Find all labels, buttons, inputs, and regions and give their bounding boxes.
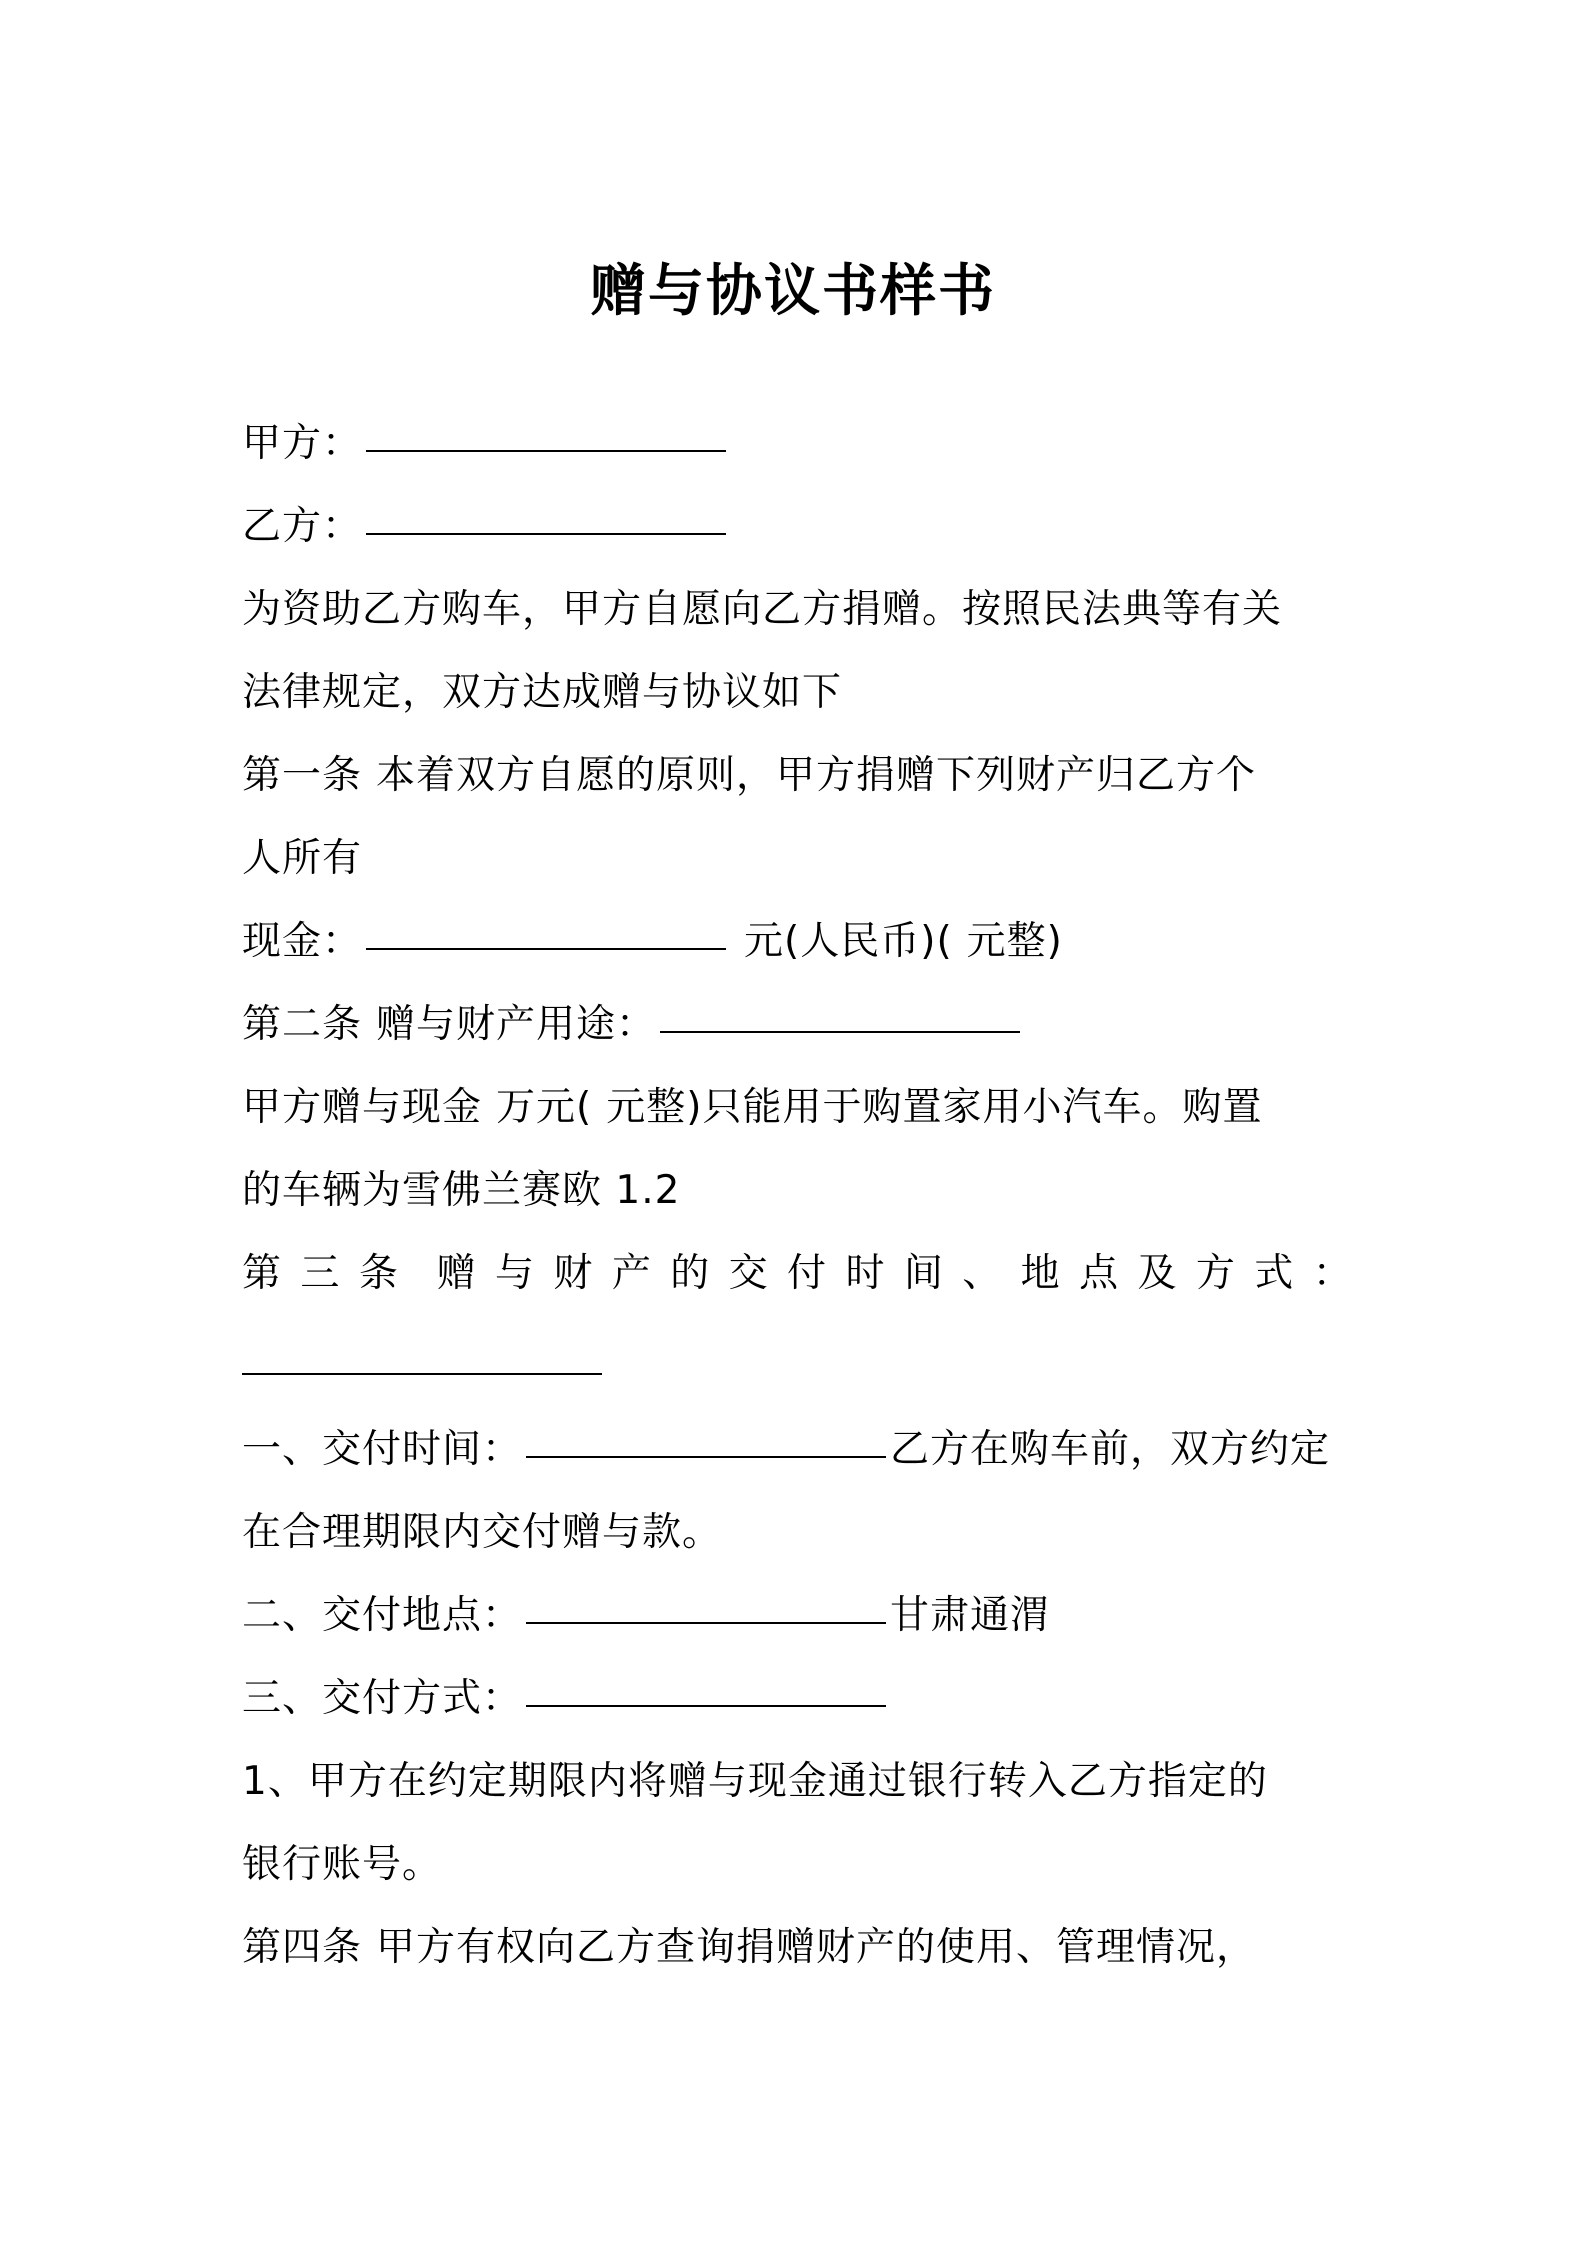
article-3-char: 方 xyxy=(1195,1251,1235,1296)
article-3-char: 付 xyxy=(787,1251,827,1296)
party-b-label: 乙方： xyxy=(242,504,363,549)
article-2-heading: 第二条 xyxy=(242,1002,363,1047)
cash-amount-blank[interactable] xyxy=(366,908,726,950)
article-3-char: 三 xyxy=(300,1251,340,1296)
article-3-char: 及 xyxy=(1137,1251,1177,1296)
article-3-char: 的 xyxy=(670,1251,710,1296)
gift-usage-line-2: 的车辆为雪佛兰赛欧 1.2 xyxy=(242,1168,681,1213)
article-3-char: 产 xyxy=(611,1251,651,1296)
article-3-char: 第 xyxy=(242,1251,282,1296)
delivery-place-line xyxy=(242,1586,1050,1646)
delivery-place-blank[interactable] xyxy=(526,1582,886,1624)
article-4-body: 甲方有权向乙方查询捐赠财产的使用、管理情况， xyxy=(376,1925,1257,1970)
party-b-line xyxy=(242,497,730,557)
article-4-heading: 第四条 xyxy=(242,1925,363,1970)
intro-line-2: 法律规定，双方达成赠与协议如下 xyxy=(242,670,843,715)
article-1-body: 本着双方自愿的原则，甲方捐赠下列财产归乙方个 xyxy=(376,753,1257,798)
cash-line xyxy=(242,912,1063,972)
article-1-line-2: 人所有 xyxy=(242,836,363,881)
article-3-char: 交 xyxy=(728,1251,768,1296)
delivery-place-value: 甘肃通渭 xyxy=(890,1593,1051,1638)
article-2-line xyxy=(242,995,1024,1055)
delivery-place-label: 二、交付地点： xyxy=(242,1593,523,1638)
article-3-blank-line xyxy=(242,1337,606,1397)
party-b-blank[interactable] xyxy=(366,493,726,535)
gift-usage-a: 甲方赠与现金 xyxy=(242,1085,483,1130)
article-2-label: 赠与财产用途： xyxy=(376,1002,657,1047)
article-4-line xyxy=(242,1918,1256,1978)
delivery-method-line xyxy=(242,1669,890,1729)
cash-label: 现金： xyxy=(242,919,363,964)
party-a-line xyxy=(242,414,730,474)
delivery-method-label: 三、交付方式： xyxy=(242,1676,523,1721)
article-3-char: 条 xyxy=(358,1251,398,1296)
party-a-blank[interactable] xyxy=(366,410,726,452)
delivery-method-blank[interactable] xyxy=(526,1665,886,1707)
article-2-purpose-blank[interactable] xyxy=(660,991,1020,1033)
article-3-char: 与 xyxy=(495,1251,535,1296)
intro-line-1: 为资助乙方购车，甲方自愿向乙方捐赠。按照民法典等有关 xyxy=(242,587,1283,632)
delivery-time-blank[interactable] xyxy=(526,1416,886,1458)
delivery-time-label: 一、交付时间： xyxy=(242,1427,523,1472)
method-1-line-2: 银行账号。 xyxy=(242,1842,443,1887)
cash-unit-end: 元整) xyxy=(966,919,1063,964)
article-3-char: 地 xyxy=(1020,1251,1060,1296)
article-1-line-1 xyxy=(242,746,1256,806)
article-3-char: ： xyxy=(1312,1251,1352,1296)
article-3-char: 时 xyxy=(845,1251,885,1296)
article-3-char: 赠 xyxy=(436,1251,476,1296)
article-3-char: 、 xyxy=(962,1251,1002,1296)
delivery-time-line xyxy=(242,1420,1330,1480)
article-3-char: 财 xyxy=(553,1251,593,1296)
article-3-blank[interactable] xyxy=(242,1333,602,1375)
article-3-line xyxy=(242,1244,1352,1304)
article-1-heading: 第一条 xyxy=(242,753,363,798)
gift-usage-b: 万元( xyxy=(496,1085,593,1130)
article-3-char: 式 xyxy=(1254,1251,1294,1296)
article-3-char: 间 xyxy=(903,1251,943,1296)
delivery-time-value: 乙方在购车前，双方约定 xyxy=(890,1427,1331,1472)
gift-usage-c: 元整)只能用于购置家用小汽车。购置 xyxy=(606,1085,1263,1130)
party-a-label: 甲方： xyxy=(242,421,363,466)
cash-unit: 元(人民币)( xyxy=(744,919,953,964)
gift-usage-line-1 xyxy=(242,1078,1262,1138)
method-1-line-1: 1、甲方在约定期限内将赠与现金通过银行转入乙方指定的 xyxy=(242,1759,1268,1804)
document-title: 赠与协议书样书 xyxy=(590,259,996,324)
delivery-time-line-2: 在合理期限内交付赠与款。 xyxy=(242,1510,723,1555)
article-3-char: 点 xyxy=(1079,1251,1119,1296)
